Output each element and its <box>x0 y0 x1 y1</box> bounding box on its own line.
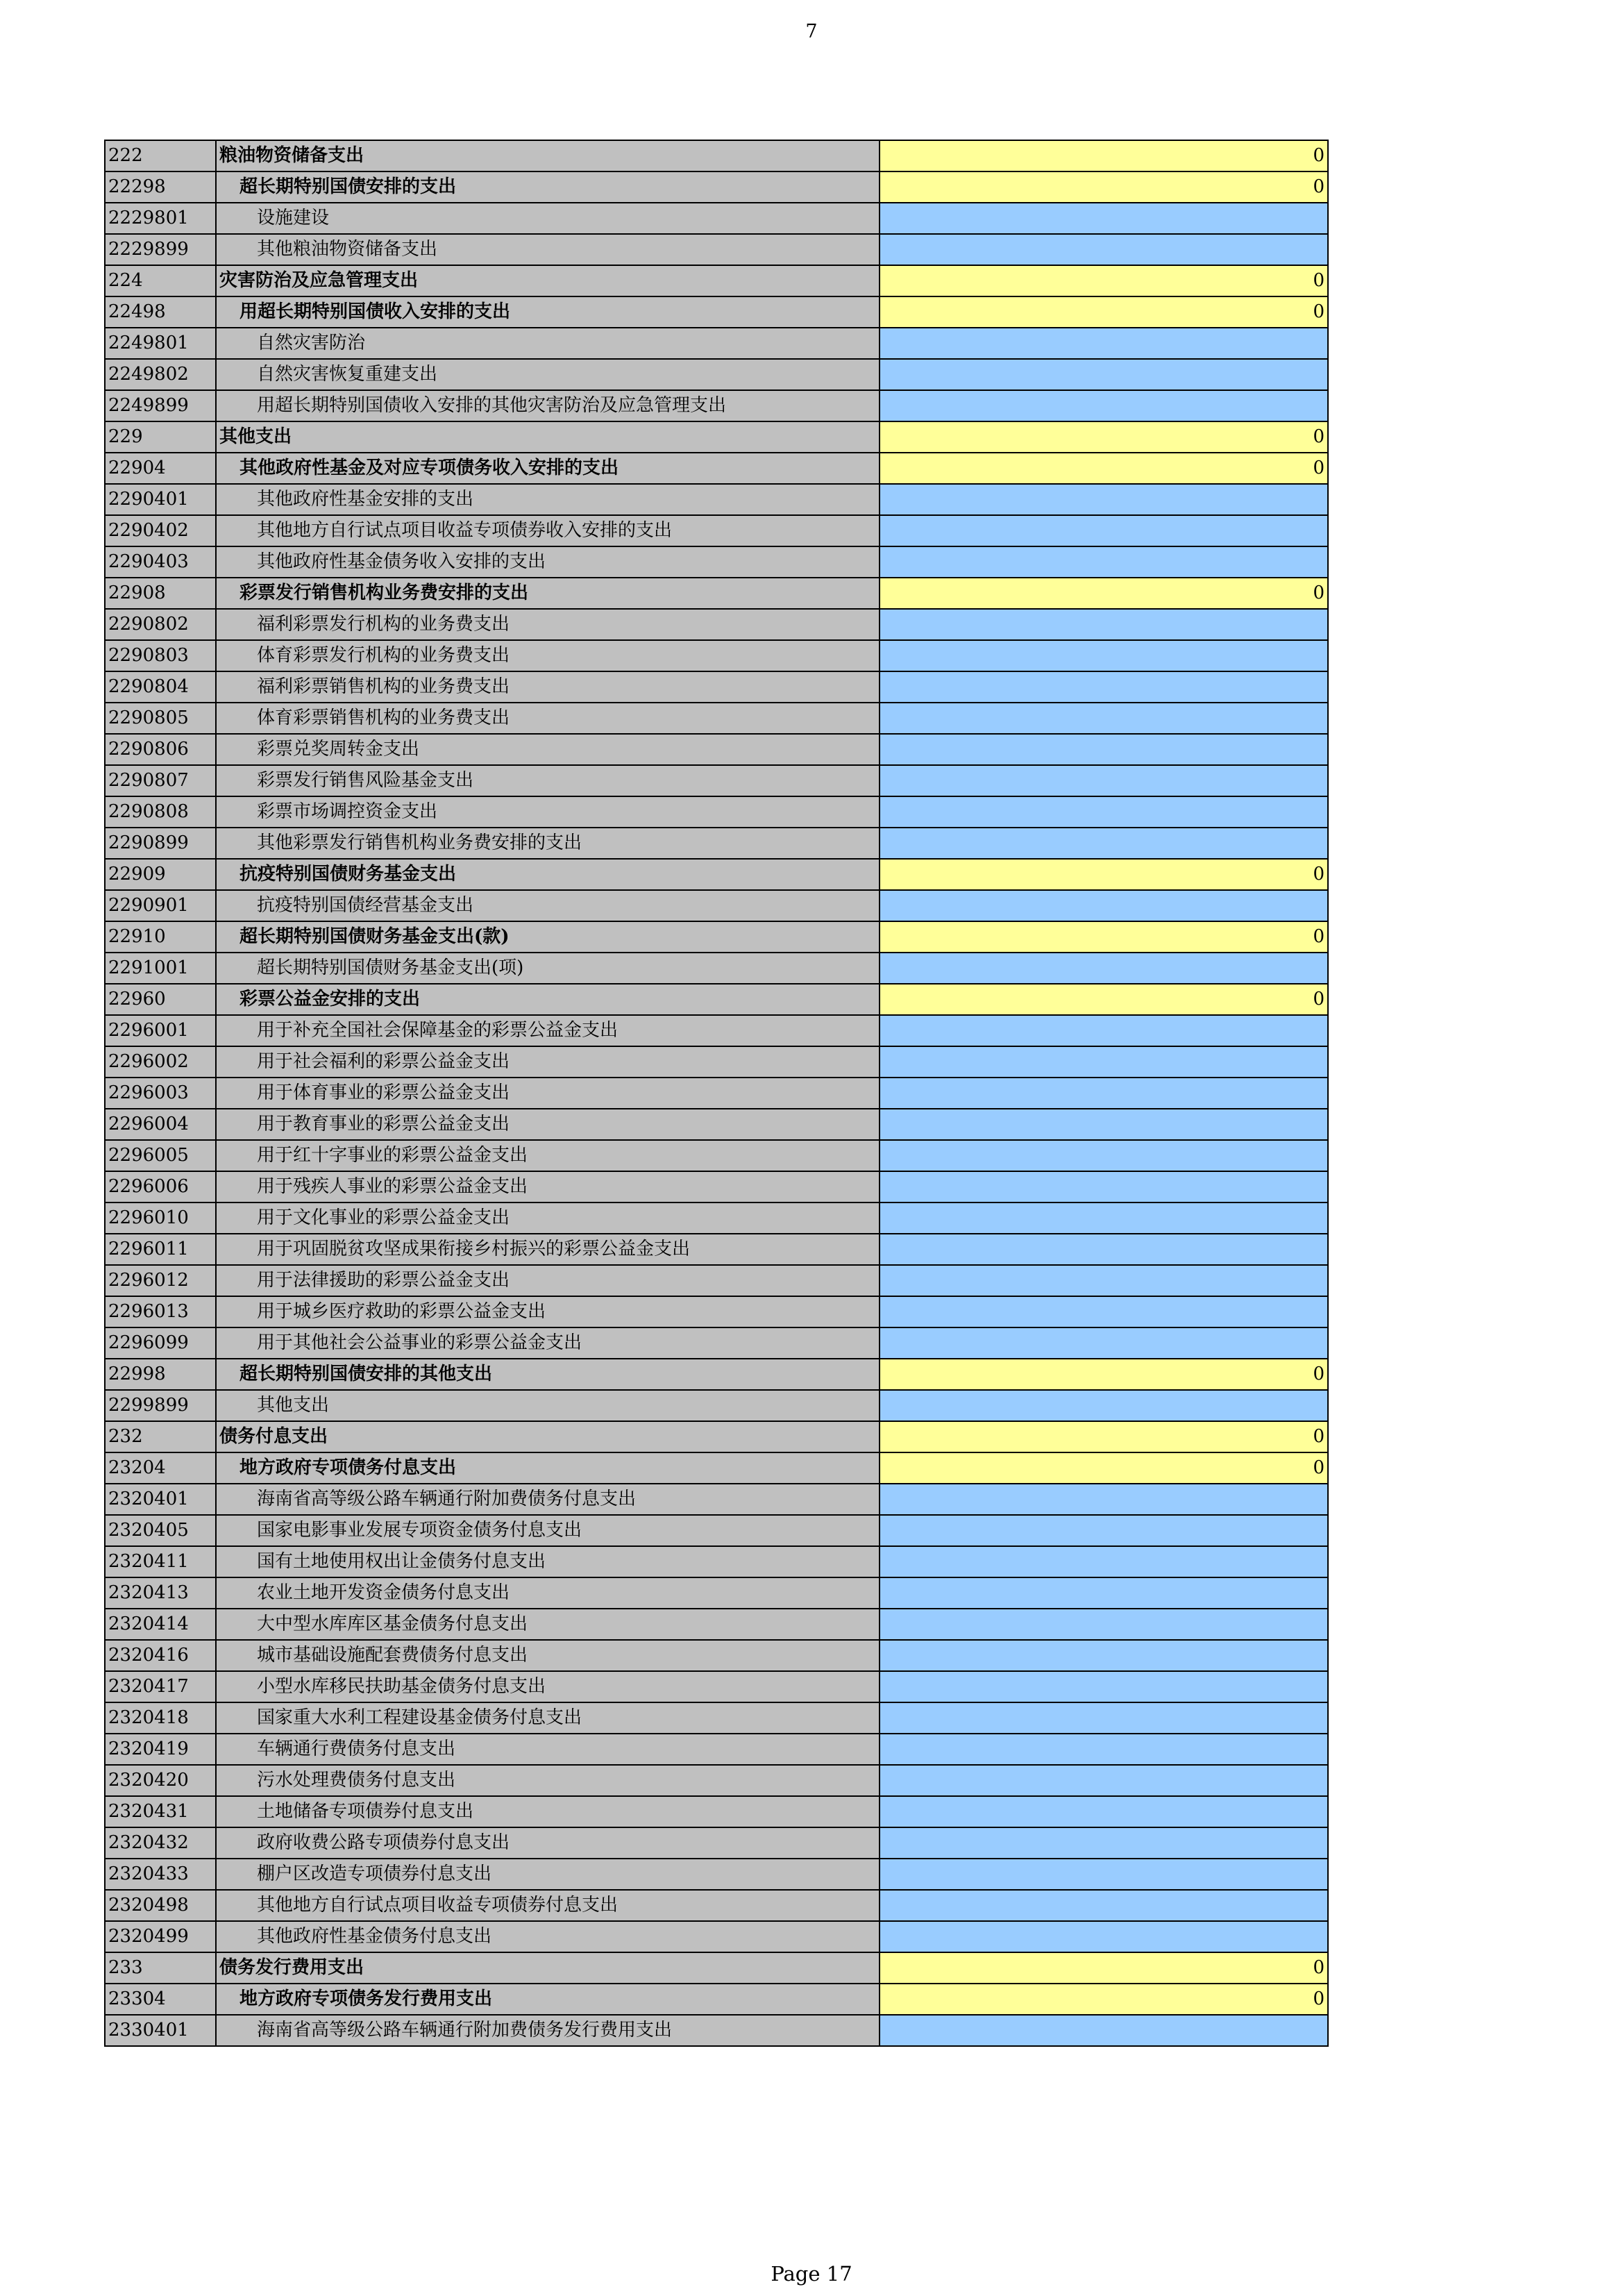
row-value-cell: 0 <box>880 296 1328 328</box>
row-value-cell <box>880 1515 1328 1546</box>
row-value-cell <box>880 359 1328 390</box>
row-value-cell <box>880 828 1328 859</box>
row-name-cell: 其他支出 <box>216 421 880 453</box>
row-code-cell: 22998 <box>105 1359 216 1390</box>
row-name-cell: 其他政府性基金及对应专项债务收入安排的支出 <box>216 453 880 484</box>
row-code-cell: 2249802 <box>105 359 216 390</box>
table-row <box>105 1952 1328 1984</box>
table-row <box>105 1359 1328 1390</box>
row-name-cell: 政府收费公路专项债券付息支出 <box>216 1827 880 1859</box>
table-row <box>105 984 1328 1015</box>
row-name-cell: 彩票发行销售机构业务费安排的支出 <box>216 578 880 609</box>
row-value-cell <box>880 1827 1328 1859</box>
row-code-cell: 2320411 <box>105 1546 216 1577</box>
table-row <box>105 171 1328 203</box>
table-row <box>105 1577 1328 1609</box>
row-value-cell: 0 <box>880 984 1328 1015</box>
row-code-cell: 2290403 <box>105 546 216 578</box>
row-name-cell: 棚户区改造专项债券付息支出 <box>216 1859 880 1890</box>
row-value-cell <box>880 1296 1328 1327</box>
table-row <box>105 1203 1328 1234</box>
row-value-cell <box>880 390 1328 421</box>
table-row <box>105 796 1328 828</box>
row-name-cell: 城市基础设施配套费债务付息支出 <box>216 1640 880 1671</box>
row-value-cell <box>880 484 1328 515</box>
row-code-cell: 23304 <box>105 1984 216 2015</box>
row-name-cell: 其他地方自行试点项目收益专项债券付息支出 <box>216 1890 880 1921</box>
row-value-cell: 0 <box>880 1984 1328 2015</box>
row-name-cell: 国有土地使用权出让金债务付息支出 <box>216 1546 880 1577</box>
row-code-cell: 2320417 <box>105 1671 216 1702</box>
row-code-cell: 22298 <box>105 171 216 203</box>
row-code-cell: 2296003 <box>105 1078 216 1109</box>
row-name-cell: 大中型水库库区基金债务付息支出 <box>216 1609 880 1640</box>
row-value-cell <box>880 1921 1328 1952</box>
row-value-cell <box>880 1796 1328 1827</box>
row-value-cell <box>880 1390 1328 1421</box>
row-value-cell <box>880 1546 1328 1577</box>
row-value-cell: 0 <box>880 1421 1328 1452</box>
row-code-cell: 2296005 <box>105 1140 216 1171</box>
table-row <box>105 1671 1328 1702</box>
row-value-cell <box>880 796 1328 828</box>
table-row <box>105 1234 1328 1265</box>
row-value-cell <box>880 640 1328 671</box>
row-value-cell <box>880 546 1328 578</box>
table-row <box>105 1078 1328 1109</box>
table-row <box>105 953 1328 984</box>
row-name-cell: 福利彩票发行机构的业务费支出 <box>216 609 880 640</box>
row-value-cell <box>880 328 1328 359</box>
row-name-cell: 用于残疾人事业的彩票公益金支出 <box>216 1171 880 1203</box>
row-value-cell <box>880 765 1328 796</box>
table-row <box>105 265 1328 296</box>
row-value-cell <box>880 515 1328 546</box>
row-name-cell: 彩票兑奖周转金支出 <box>216 734 880 765</box>
row-code-cell: 2320499 <box>105 1921 216 1952</box>
row-code-cell: 23204 <box>105 1452 216 1484</box>
row-name-cell: 车辆通行费债务付息支出 <box>216 1734 880 1765</box>
row-code-cell: 2296004 <box>105 1109 216 1140</box>
row-name-cell: 用于补充全国社会保障基金的彩票公益金支出 <box>216 1015 880 1046</box>
row-name-cell: 土地储备专项债券付息支出 <box>216 1796 880 1827</box>
row-value-cell: 0 <box>880 265 1328 296</box>
table-row <box>105 546 1328 578</box>
row-value-cell <box>880 1140 1328 1171</box>
row-code-cell: 232 <box>105 1421 216 1452</box>
row-name-cell: 用超长期特别国债收入安排的支出 <box>216 296 880 328</box>
row-code-cell: 2290802 <box>105 609 216 640</box>
table-row <box>105 1140 1328 1171</box>
row-code-cell: 2320416 <box>105 1640 216 1671</box>
row-name-cell: 其他政府性基金债务付息支出 <box>216 1921 880 1952</box>
row-name-cell: 体育彩票发行机构的业务费支出 <box>216 640 880 671</box>
row-name-cell: 彩票发行销售风险基金支出 <box>216 765 880 796</box>
row-name-cell: 其他彩票发行销售机构业务费安排的支出 <box>216 828 880 859</box>
table-row <box>105 1984 1328 2015</box>
row-code-cell: 2249801 <box>105 328 216 359</box>
table-row <box>105 484 1328 515</box>
row-value-cell <box>880 1765 1328 1796</box>
table-row <box>105 1265 1328 1296</box>
row-name-cell: 用超长期特别国债收入安排的其他灾害防治及应急管理支出 <box>216 390 880 421</box>
table-row <box>105 453 1328 484</box>
row-code-cell: 2249899 <box>105 390 216 421</box>
table-row <box>105 1390 1328 1421</box>
table-row <box>105 203 1328 234</box>
row-code-cell: 2320405 <box>105 1515 216 1546</box>
table-row <box>105 859 1328 890</box>
row-name-cell: 其他粮油物资储备支出 <box>216 234 880 265</box>
row-code-cell: 2290806 <box>105 734 216 765</box>
row-code-cell: 2296006 <box>105 1171 216 1203</box>
row-name-cell: 债务付息支出 <box>216 1421 880 1452</box>
row-value-cell <box>880 671 1328 703</box>
row-code-cell: 2320420 <box>105 1765 216 1796</box>
row-value-cell <box>880 1015 1328 1046</box>
row-name-cell: 用于教育事业的彩票公益金支出 <box>216 1109 880 1140</box>
row-name-cell: 自然灾害防治 <box>216 328 880 359</box>
row-name-cell: 污水处理费债务付息支出 <box>216 1765 880 1796</box>
row-value-cell <box>880 734 1328 765</box>
table-row <box>105 1702 1328 1734</box>
row-name-cell: 其他政府性基金债务收入安排的支出 <box>216 546 880 578</box>
row-value-cell <box>880 1109 1328 1140</box>
row-code-cell: 2290804 <box>105 671 216 703</box>
table-row <box>105 828 1328 859</box>
row-value-cell: 0 <box>880 1452 1328 1484</box>
row-code-cell: 229 <box>105 421 216 453</box>
row-code-cell: 2290899 <box>105 828 216 859</box>
row-value-cell <box>880 1078 1328 1109</box>
row-value-cell <box>880 1484 1328 1515</box>
row-name-cell: 超长期特别国债财务基金支出(项) <box>216 953 880 984</box>
table-row <box>105 359 1328 390</box>
row-value-cell: 0 <box>880 453 1328 484</box>
row-name-cell: 国家电影事业发展专项资金债务付息支出 <box>216 1515 880 1546</box>
row-name-cell: 债务发行费用支出 <box>216 1952 880 1984</box>
row-code-cell: 2290401 <box>105 484 216 515</box>
budget-table-body <box>105 140 1328 2046</box>
row-value-cell: 0 <box>880 171 1328 203</box>
row-value-cell <box>880 1171 1328 1203</box>
row-code-cell: 2290803 <box>105 640 216 671</box>
row-code-cell: 2330401 <box>105 2015 216 2046</box>
table-row <box>105 1109 1328 1140</box>
row-value-cell <box>880 203 1328 234</box>
row-code-cell: 2290808 <box>105 796 216 828</box>
row-value-cell <box>880 1890 1328 1921</box>
row-name-cell: 灾害防治及应急管理支出 <box>216 265 880 296</box>
row-value-cell <box>880 1203 1328 1234</box>
row-value-cell <box>880 1671 1328 1702</box>
page-number-top: 7 <box>805 21 818 42</box>
row-name-cell: 其他支出 <box>216 1390 880 1421</box>
table-row <box>105 1765 1328 1796</box>
row-value-cell: 0 <box>880 1359 1328 1390</box>
table-row <box>105 1734 1328 1765</box>
row-value-cell: 0 <box>880 578 1328 609</box>
row-code-cell: 22960 <box>105 984 216 1015</box>
row-code-cell: 2320413 <box>105 1577 216 1609</box>
row-code-cell: 2320433 <box>105 1859 216 1890</box>
table-row <box>105 578 1328 609</box>
row-name-cell: 抗疫特别国债财务基金支出 <box>216 859 880 890</box>
table-row <box>105 296 1328 328</box>
row-value-cell <box>880 1734 1328 1765</box>
row-code-cell: 2291001 <box>105 953 216 984</box>
row-code-cell: 22904 <box>105 453 216 484</box>
row-name-cell: 自然灾害恢复重建支出 <box>216 359 880 390</box>
row-value-cell <box>880 2015 1328 2046</box>
row-name-cell: 地方政府专项债务付息支出 <box>216 1452 880 1484</box>
row-code-cell: 2296012 <box>105 1265 216 1296</box>
table-row <box>105 609 1328 640</box>
row-value-cell: 0 <box>880 1952 1328 1984</box>
row-value-cell <box>880 234 1328 265</box>
row-code-cell: 2290805 <box>105 703 216 734</box>
table-row <box>105 390 1328 421</box>
row-name-cell: 体育彩票销售机构的业务费支出 <box>216 703 880 734</box>
row-name-cell: 国家重大水利工程建设基金债务付息支出 <box>216 1702 880 1734</box>
row-value-cell: 0 <box>880 921 1328 953</box>
table-row <box>105 515 1328 546</box>
row-value-cell: 0 <box>880 421 1328 453</box>
row-value-cell: 0 <box>880 140 1328 171</box>
row-code-cell: 22498 <box>105 296 216 328</box>
row-value-cell: 0 <box>880 859 1328 890</box>
row-name-cell: 超长期特别国债安排的其他支出 <box>216 1359 880 1390</box>
row-name-cell: 抗疫特别国债经营基金支出 <box>216 890 880 921</box>
table-row <box>105 328 1328 359</box>
row-name-cell: 用于文化事业的彩票公益金支出 <box>216 1203 880 1234</box>
row-code-cell: 2296001 <box>105 1015 216 1046</box>
row-value-cell <box>880 703 1328 734</box>
row-code-cell: 2290901 <box>105 890 216 921</box>
table-row <box>105 1327 1328 1359</box>
row-code-cell: 22909 <box>105 859 216 890</box>
table-row <box>105 1046 1328 1078</box>
table-row <box>105 1827 1328 1859</box>
row-value-cell <box>880 1640 1328 1671</box>
row-name-cell: 小型水库移民扶助基金债务付息支出 <box>216 1671 880 1702</box>
row-name-cell: 超长期特别国债安排的支出 <box>216 171 880 203</box>
row-code-cell: 224 <box>105 265 216 296</box>
row-value-cell <box>880 1577 1328 1609</box>
row-code-cell: 2296010 <box>105 1203 216 1234</box>
row-value-cell <box>880 1046 1328 1078</box>
table-row <box>105 1015 1328 1046</box>
row-name-cell: 用于城乡医疗救助的彩票公益金支出 <box>216 1296 880 1327</box>
table-row <box>105 234 1328 265</box>
row-name-cell: 农业土地开发资金债务付息支出 <box>216 1577 880 1609</box>
row-code-cell: 233 <box>105 1952 216 1984</box>
table-row <box>105 1452 1328 1484</box>
row-value-cell <box>880 890 1328 921</box>
row-name-cell: 其他地方自行试点项目收益专项债券收入安排的支出 <box>216 515 880 546</box>
row-code-cell: 222 <box>105 140 216 171</box>
row-code-cell: 2320432 <box>105 1827 216 1859</box>
row-code-cell: 2320419 <box>105 1734 216 1765</box>
table-row <box>105 734 1328 765</box>
table-row <box>105 890 1328 921</box>
row-code-cell: 2296099 <box>105 1327 216 1359</box>
row-name-cell: 用于法律援助的彩票公益金支出 <box>216 1265 880 1296</box>
row-name-cell: 其他政府性基金安排的支出 <box>216 484 880 515</box>
row-code-cell: 2290807 <box>105 765 216 796</box>
row-name-cell: 用于社会福利的彩票公益金支出 <box>216 1046 880 1078</box>
row-value-cell <box>880 1702 1328 1734</box>
table-row <box>105 1859 1328 1890</box>
row-code-cell: 2320414 <box>105 1609 216 1640</box>
row-value-cell <box>880 1609 1328 1640</box>
row-value-cell <box>880 1859 1328 1890</box>
table-row <box>105 1171 1328 1203</box>
table-row <box>105 421 1328 453</box>
table-row <box>105 671 1328 703</box>
row-code-cell: 2290402 <box>105 515 216 546</box>
table-row <box>105 140 1328 171</box>
row-name-cell: 超长期特别国债财务基金支出(款) <box>216 921 880 953</box>
row-code-cell: 22910 <box>105 921 216 953</box>
row-value-cell <box>880 953 1328 984</box>
row-name-cell: 用于体育事业的彩票公益金支出 <box>216 1078 880 1109</box>
page-footer-label: Page 17 <box>771 2262 852 2286</box>
row-code-cell: 2229801 <box>105 203 216 234</box>
table-row <box>105 1546 1328 1577</box>
table-row <box>105 1609 1328 1640</box>
budget-table <box>104 140 1329 2047</box>
row-value-cell <box>880 1234 1328 1265</box>
table-row <box>105 1796 1328 1827</box>
table-row <box>105 1421 1328 1452</box>
table-row <box>105 1921 1328 1952</box>
row-code-cell: 2296013 <box>105 1296 216 1327</box>
row-name-cell: 设施建设 <box>216 203 880 234</box>
row-code-cell: 2299899 <box>105 1390 216 1421</box>
row-value-cell <box>880 609 1328 640</box>
row-name-cell: 海南省高等级公路车辆通行附加费债务付息支出 <box>216 1484 880 1515</box>
row-name-cell: 彩票公益金安排的支出 <box>216 984 880 1015</box>
row-name-cell: 海南省高等级公路车辆通行附加费债务发行费用支出 <box>216 2015 880 2046</box>
table-row <box>105 1484 1328 1515</box>
table-row <box>105 765 1328 796</box>
row-name-cell: 用于其他社会公益事业的彩票公益金支出 <box>216 1327 880 1359</box>
table-row <box>105 2015 1328 2046</box>
row-code-cell: 2296011 <box>105 1234 216 1265</box>
row-name-cell: 地方政府专项债务发行费用支出 <box>216 1984 880 2015</box>
row-name-cell: 粮油物资储备支出 <box>216 140 880 171</box>
row-code-cell: 2320431 <box>105 1796 216 1827</box>
row-name-cell: 彩票市场调控资金支出 <box>216 796 880 828</box>
table-row <box>105 640 1328 671</box>
table-row <box>105 1890 1328 1921</box>
row-code-cell: 2320418 <box>105 1702 216 1734</box>
table-row <box>105 1515 1328 1546</box>
table-row <box>105 921 1328 953</box>
row-name-cell: 用于巩固脱贫攻坚成果衔接乡村振兴的彩票公益金支出 <box>216 1234 880 1265</box>
row-value-cell <box>880 1327 1328 1359</box>
row-code-cell: 2320401 <box>105 1484 216 1515</box>
table-row <box>105 1296 1328 1327</box>
row-name-cell: 用于红十字事业的彩票公益金支出 <box>216 1140 880 1171</box>
row-name-cell: 福利彩票销售机构的业务费支出 <box>216 671 880 703</box>
row-code-cell: 2320498 <box>105 1890 216 1921</box>
table-row <box>105 1640 1328 1671</box>
table-row <box>105 703 1328 734</box>
row-code-cell: 2296002 <box>105 1046 216 1078</box>
row-code-cell: 22908 <box>105 578 216 609</box>
row-code-cell: 2229899 <box>105 234 216 265</box>
row-value-cell <box>880 1265 1328 1296</box>
